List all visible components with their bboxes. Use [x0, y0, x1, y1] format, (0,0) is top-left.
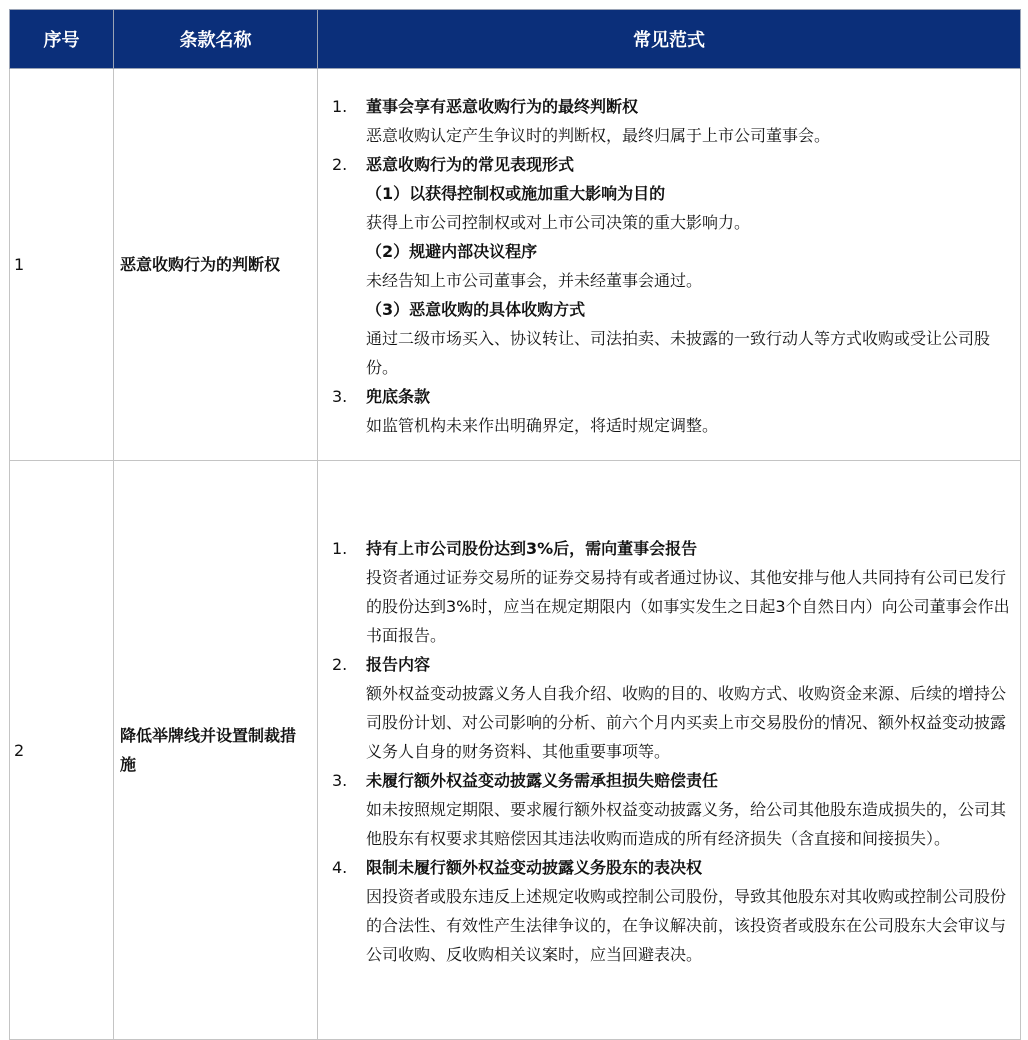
sub-item-title: （2）规避内部决议程序 — [366, 241, 538, 261]
item-text: 投资者通过证券交易所的证券交易持有或者通过协议、其他安排与他人共同持有公司已发行的股份达到3%时，应当在规定期限内（如事实发生之日起3个自然日内）向公司董事会作出书面报告。 — [366, 567, 1010, 645]
clause-table-container — [9, 9, 1020, 1040]
clause-table — [9, 9, 1021, 1040]
item-title — [332, 382, 1012, 411]
header-number: 序号 — [10, 10, 114, 69]
item-number: 2. — [332, 154, 348, 174]
item-text: 恶意收购认定产生争议时的判断权，最终归属于上市公司董事会。 — [366, 125, 831, 145]
sub-item-text: 未经告知上市公司董事会，并未经董事会通过。 — [366, 270, 703, 290]
row-clause-name: 恶意收购行为的判断权 — [114, 69, 318, 461]
item-number: 4. — [332, 857, 348, 877]
item-text: 因投资者或股东违反上述规定收购或控制公司股份，导致其他股东对其收购或控制公司股份的合法性、有效性产生法律争议的，在争议解决前，该投资者或股东在公司股东大会审议与公司收购、反收购相关议案时，应当回避表决。 — [366, 886, 1007, 964]
item-title-text: 报告内容 — [366, 654, 431, 674]
sub-item-text: 获得上市公司控制权或对上市公司决策的重大影响力。 — [366, 212, 751, 232]
table-header-row — [10, 10, 1021, 69]
item-number: 1. — [332, 96, 348, 116]
item-title-text: 恶意收购行为的常见表现形式 — [366, 154, 575, 174]
row-number: 2 — [10, 461, 114, 1040]
item-text: 如未按照规定期限、要求履行额外权益变动披露义务，给公司其他股东造成损失的，公司其他股东有权要求其赔偿因其违法收购而造成的所有经济损失（含直接和间接损失）。 — [366, 799, 1007, 848]
item-title — [332, 766, 1012, 795]
sub-item-title: （1）以获得控制权或施加重大影响为目的 — [366, 183, 666, 203]
item-title — [332, 650, 1012, 679]
item-text: 如监管机构未来作出明确界定，将适时规定调整。 — [366, 415, 719, 435]
row-content — [318, 69, 1021, 461]
item-text: 额外权益变动披露义务人自我介绍、收购的目的、收购方式、收购资金来源、后续的增持公司股份计划、对公司影响的分析、前六个月内买卖上市交易股份的情况、额外权益变动披露义务人自身的财务资料、其他重要事项等。 — [366, 683, 1007, 761]
header-common-paradigm: 常见范式 — [318, 10, 1021, 69]
item-title-text: 限制未履行额外权益变动披露义务股东的表决权 — [366, 857, 703, 877]
table-row — [10, 69, 1021, 461]
row-number: 1 — [10, 69, 114, 461]
item-title-text: 兜底条款 — [366, 386, 431, 406]
item-number: 1. — [332, 538, 348, 558]
header-clause-name: 条款名称 — [114, 10, 318, 69]
table-row — [10, 461, 1021, 1040]
sub-item-text: 通过二级市场买入、协议转让、司法拍卖、未披露的一致行动人等方式收购或受让公司股份。 — [366, 328, 991, 377]
sub-item-title: （3）恶意收购的具体收购方式 — [366, 299, 586, 319]
item-title — [332, 853, 1012, 882]
item-number: 2. — [332, 654, 348, 674]
item-number: 3. — [332, 386, 348, 406]
item-number: 3. — [332, 770, 348, 790]
item-title-text: 持有上市公司股份达到3%后，需向董事会报告 — [366, 538, 698, 558]
item-title — [332, 150, 1012, 179]
row-content — [318, 461, 1021, 1040]
row-clause-name: 降低举牌线并设置制裁措施 — [114, 461, 318, 1040]
item-title-text: 董事会享有恶意收购行为的最终判断权 — [366, 96, 639, 116]
item-title — [332, 534, 1012, 563]
item-title — [332, 92, 1012, 121]
item-title-text: 未履行额外权益变动披露义务需承担损失赔偿责任 — [366, 770, 719, 790]
